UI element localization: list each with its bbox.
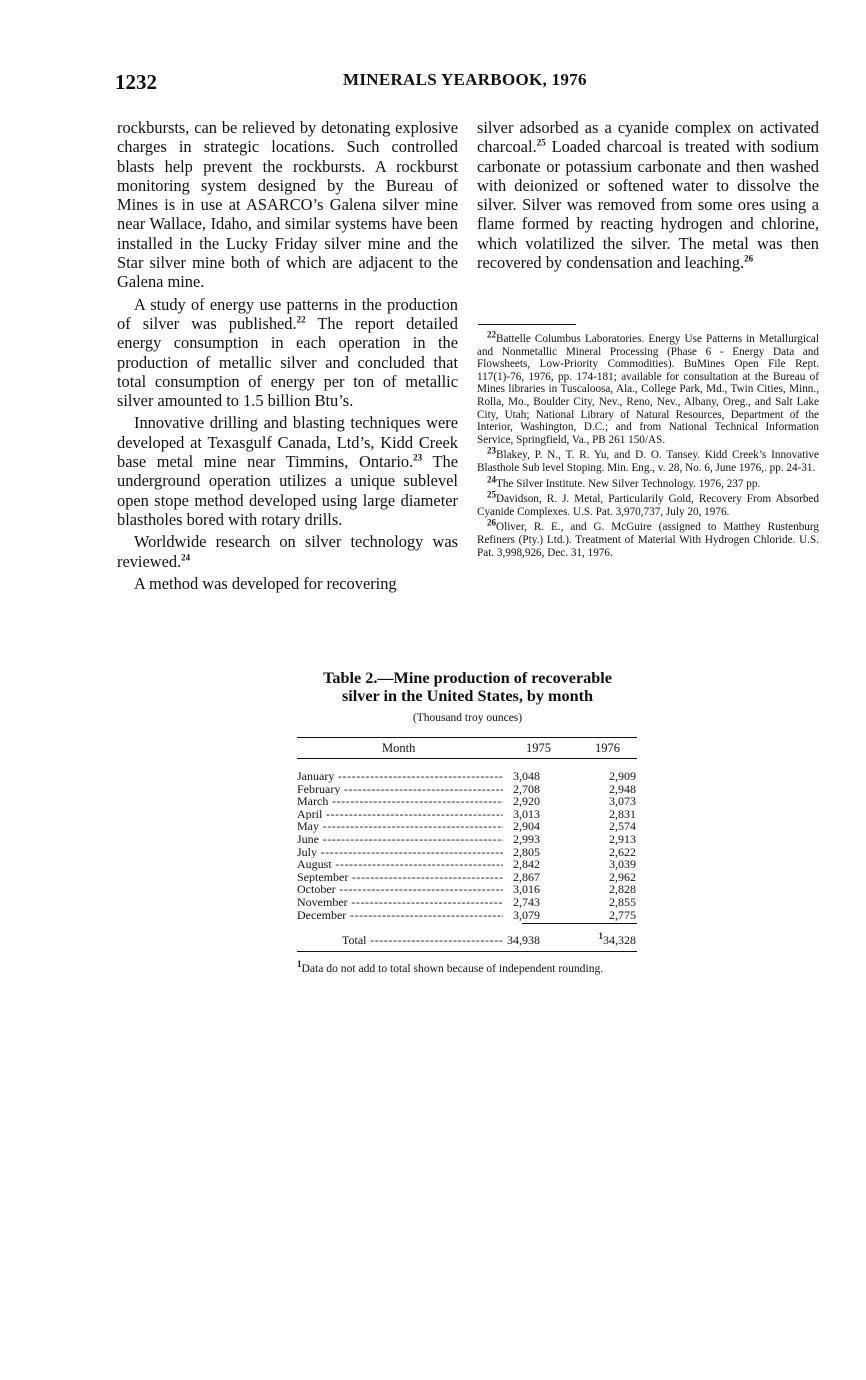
table-unit: (Thousand troy ounces) (412, 712, 523, 724)
footnote-ref-23: 23 (413, 452, 423, 463)
table-row: July ----- 2,805 2,622 (297, 846, 637, 859)
table-row: November ----- 2,743 2,855 (297, 896, 637, 909)
footnote-26: $^{26}$Oliver, R. E., and G. McGuire (assigned to Matthey Rustenburg Refiners (Pty.) Ltd.). Treatment of Material With Hydrogen Chloride. U.S. Pat. 3,998,926, Dec. 31, 1976. (477, 517, 819, 559)
column-header-1976: 1976 (595, 741, 620, 755)
column-header-month: Month (382, 741, 416, 755)
left-column (117, 118, 458, 593)
footnote-23: $^{23}$Blakey, P. N., T. R. Yu, and D. O. Tansey. Kidd Creek’s Innovative Blasthole Sub level Stoping. Min. Eng., v. 28, No. 6, June 1976,. pp. 24-31. (477, 445, 819, 474)
paragraph-energy-study: A study of energy use patterns in the production of silver was published.$^{22}$ The report detailed energy consumption in each operation in the production of metallic silver and concluded that total consumption of energy per ton of metallic silver amounted to 1.5 billion Btu’s. (117, 294, 458, 411)
table-title: Table 2.—Mine production of recoverable silver in the United States, by month (323, 669, 612, 705)
paragraph-drilling: Innovative drilling and blasting techniques were developed at Texasgulf Canada, Ltd’s, Kidd Creek base metal mine near Timmins, Ontario.$^{23}$ The underground operation utilizes a unique sublevel open stope method developed using large diameter blastholes bored with rotary drills. (117, 413, 458, 529)
footnote-ref-26: 26 (744, 253, 754, 264)
column-header-1975: 1975 (526, 741, 551, 755)
table-total-row: Total ----- 34,938 $^1$34,328 (297, 934, 637, 947)
footnote-22: $^{22}$Battelle Columbus Laboratories. Energy Use Patterns in Metallurgical and Nonmetallic Mineral Processing (Phase 6 - Energy Data and Flowsheets, Low-Priority Commodities). BuMines Open File Rept. 117(1)-76, 1976, pp. 174-181; available for consultation at the Bureau of Mines libraries in Tuscaloosa, Ala., College Park, Md., Twin Cities, Minn., Rolla, Mo., Boulder City, Nev., Reno, Nev., Albany, Oreg., and Salt Lake City, Utah; National Library of Natural Resources, Department of the Interior, Washington, D.C.; and from National Technical Information Service, Springfield, Va., PB 261 150/AS. (477, 329, 819, 446)
table-row: March ----- 2,920 3,073 (297, 795, 637, 808)
paragraph-rockbursts: rockbursts, can be relieved by detonating explosive charges in strategic locations. Such controlled blasts help prevent the rockbursts. A rockburst monitoring system designed by the Bureau of Mines is in use at ASARCO’s Galena silver mine near Wallace, Idaho, and similar systems have been installed in the Lucky Friday silver mine and the Star silver mine both of which are adjacent to the Galena mine. (117, 118, 458, 292)
right-column (477, 118, 819, 272)
table-row: December ----- 3,079 2,775 (297, 909, 637, 922)
table-row: August ----- 2,842 3,039 (297, 858, 637, 871)
table-row: June ----- 2,993 2,913 (297, 833, 637, 846)
paragraph-method: A method was developed for recovering (134, 573, 397, 593)
total-note-mark: 1 (598, 931, 603, 941)
footnotes (477, 329, 819, 562)
table-row: September ----- 2,867 2,962 (297, 871, 637, 884)
page-number: 1232 (115, 70, 157, 94)
paragraph-research: Worldwide research on silver technology was reviewed.$^{24}$ (117, 532, 458, 571)
table-top-rule (297, 737, 637, 738)
running-title: MINERALS YEARBOOK, 1976 (343, 70, 587, 89)
footnote-ref-22: 22 (296, 314, 306, 325)
footnote-ref-25: 25 (536, 137, 546, 148)
table-bottom-rule (297, 951, 637, 952)
footnote-ref-24: 24 (181, 552, 191, 563)
paragraph-cyanide: silver adsorbed as a cyanide complex on activated charcoal.$^{25}$ Loaded charcoal is treated with sodium carbonate or potassium carbonate and then washed with deionized or softened water to dissolve the silver. Silver was removed from some ores using a flame formed by reacting hydrogen and chlorine, which volatilized the silver. The metal was then recovered by condensation and leaching.$^{26}$ (477, 118, 819, 273)
footnote-25: $^{25}$Davidson, R. J. Metal, Particularily Gold, Recovery From Absorbed Cyanide Complexes. U.S. Pat. 3,970,737, July 20, 1976. (477, 489, 819, 518)
table-row: January ----- 3,048 2,909 (297, 770, 637, 783)
table-header-rule (297, 758, 637, 759)
footnote-24: $^{24}$The Silver Institute. New Silver Technology. 1976, 237 pp. (487, 473, 761, 490)
table-row: April ----- 3,013 2,831 (297, 808, 637, 821)
footnote-rule (478, 324, 576, 325)
table-footnote: $^1$Data do not add to total shown because of independent rounding. (297, 959, 604, 975)
table-row: May ----- 2,904 2,574 (297, 820, 637, 833)
table-row: October ----- 3,016 2,828 (297, 883, 637, 896)
total-rule (522, 923, 637, 924)
table-row: February ----- 2,708 2,948 (297, 783, 637, 796)
